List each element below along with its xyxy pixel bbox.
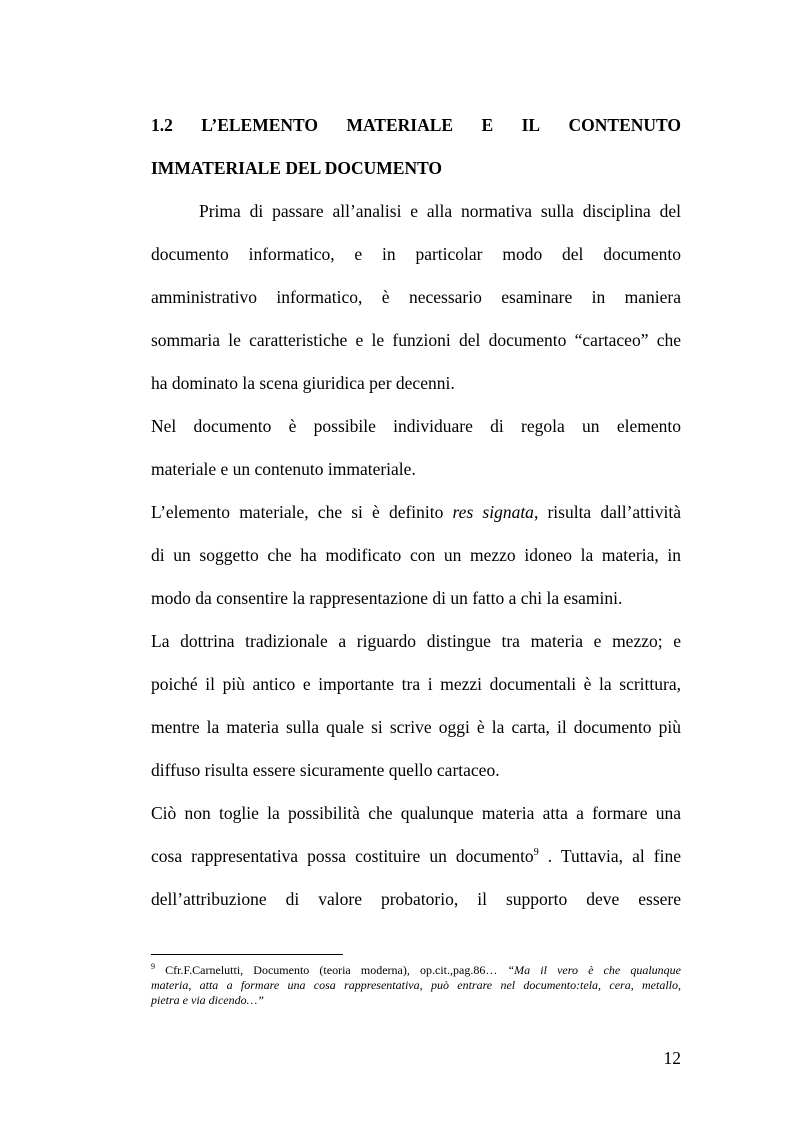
heading-word: MATERIALE (346, 115, 454, 135)
body-line: dell’attribuzione di valore probatorio, il supporto deve essere (151, 889, 681, 909)
body-line: amministrativo informatico, è necessario esaminare in maniera (151, 287, 681, 307)
body-line: Ciò non toglie la possibilità che qualunque materia atta a formare una (151, 803, 681, 823)
footnote-quote: “Ma il vero è che qualunque (507, 963, 681, 977)
body-line: Prima di passare all’analisi e alla normativa sulla disciplina del (199, 201, 681, 221)
footnote-line (151, 978, 681, 992)
body-text: , risulta dall’attività (533, 502, 681, 522)
body-line: ha dominato la scena giuridica per decenni. (151, 373, 455, 393)
section-number: 1.2 (151, 115, 173, 135)
latin-term: res signata (452, 502, 534, 522)
footnote-quote: pietra e via dicendo…” (151, 993, 264, 1007)
body-line: di un soggetto che ha modificato con un mezzo idoneo la materia, in (151, 545, 681, 565)
body-line: documento informatico, e in particolar modo del documento (151, 244, 681, 264)
body-line: mentre la materia sulla quale si scrive oggi è la carta, il documento più (151, 717, 681, 737)
body-line: sommaria le caratteristiche e le funzioni del documento “cartaceo” che (151, 330, 681, 350)
footnote-reference[interactable]: 9 (533, 847, 539, 859)
body-text: cosa rappresentativa possa costituire un documento (151, 846, 534, 866)
heading-word: E (481, 115, 494, 135)
page-number: 12 (663, 1048, 681, 1068)
section-heading-line-1 (151, 114, 681, 136)
footnote-separator (151, 954, 343, 955)
body-line: modo da consentire la rappresentazione di un fatto a chi la esamini. (151, 588, 623, 608)
heading-word: L’ELEMENTO (201, 115, 319, 135)
body-line (151, 845, 681, 867)
body-line (151, 501, 681, 523)
footnote-text: Cfr.F.Carnelutti, Documento (teoria moderna), op.cit.,pag.86… (155, 963, 508, 977)
body-line: Nel documento è possibile individuare di regola un elemento (151, 416, 681, 436)
heading-word: CONTENUTO (568, 115, 681, 135)
footnote-line (151, 963, 681, 977)
footnote-mark: 9 (151, 962, 155, 971)
footnote-quote: materia, atta a formare una cosa rappresentativa, può entrare nel documento:tela, cera, metallo, (151, 978, 681, 992)
section-heading-line-2: IMMATERIALE DEL DOCUMENTO (151, 158, 443, 178)
footnote-line (151, 993, 681, 1007)
body-text: . Tuttavia, al fine (538, 846, 681, 866)
body-line: materiale e un contenuto immateriale. (151, 459, 416, 479)
heading-word: IL (521, 115, 541, 135)
body-text: L’elemento materiale, che si è definito (151, 502, 453, 522)
body-line: La dottrina tradizionale a riguardo distingue tra materia e mezzo; e (151, 631, 681, 651)
body-line: poiché il più antico e importante tra i mezzi documentali è la scrittura, (151, 674, 681, 694)
body-line: diffuso risulta essere sicuramente quello cartaceo. (151, 760, 500, 780)
